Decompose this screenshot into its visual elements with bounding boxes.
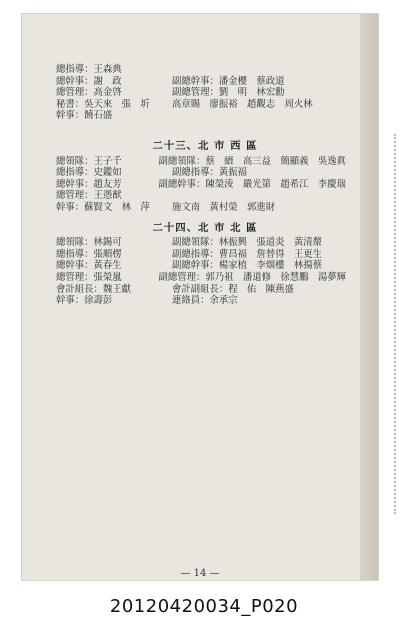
text-line: 總幹事：趙友芳 副總幹事：陳榮淩 嚴光第 趙希江 李慶瑞 (56, 178, 346, 190)
text-line: 會計組長：魏王獻 會計副組長：程 佑 陳燕盛 (56, 283, 294, 295)
text-line: 總指導：王森典 (56, 64, 122, 75)
text-line: 總幹事：謝 政 副總幹事：潘金櫻 蔡政道 (56, 75, 285, 87)
text-line: 幹事：蘇賢文 林 萍 施文南 黃村榮 郭進財 (56, 201, 276, 213)
text-line: 總管理：張榮嵐 副總管理：郭乃祖 潘道修 徐慧鵬 湯夢輝 (56, 271, 346, 283)
section-heading: 二十三、北 市 西 區 (152, 139, 258, 152)
page-number: — 14 — (180, 568, 220, 579)
image-caption: 20120420034_P020 (109, 596, 299, 617)
text-line: 總領隊：林錫可 副總領隊：林振興 張道炎 黃清漦 (56, 237, 323, 249)
text-line: 總管理：高金啓 副總管理：劉 明 林宏勳 (56, 87, 285, 99)
text-line: 總管理：王憑猷 (56, 190, 122, 202)
text-line: 總指導：張順楞 副總指導：曹昌福 詹替得 王更生 (56, 248, 323, 260)
binding-edge (394, 134, 404, 514)
page-content (56, 64, 346, 307)
text-line: 總幹事：黃春生 副總幹事：楊家植 李烟樓 林揚蔡 (56, 260, 323, 272)
document-page (22, 14, 378, 580)
text-line: 幹事：饒石盛 (56, 110, 113, 122)
section-top (56, 64, 346, 122)
text-line: 總領隊：王子千 副總領隊：蔡 縉 高三益 簡顯義 吳逸眞 (56, 155, 346, 167)
section-23 (56, 141, 346, 214)
section-24 (56, 223, 346, 307)
text-line: 總指導：史鑑如 副總指導：黃振福 (56, 167, 248, 179)
section-heading: 二十四、北 市 北 區 (152, 221, 258, 234)
text-line: 秘書：吳天來 張 圻 高章賜 廖振裕 趙觀志 周火林 (56, 98, 313, 110)
text-line: 幹事：徐壽彭 連絡員：余承宗 (56, 295, 238, 307)
page-spine (360, 14, 378, 580)
